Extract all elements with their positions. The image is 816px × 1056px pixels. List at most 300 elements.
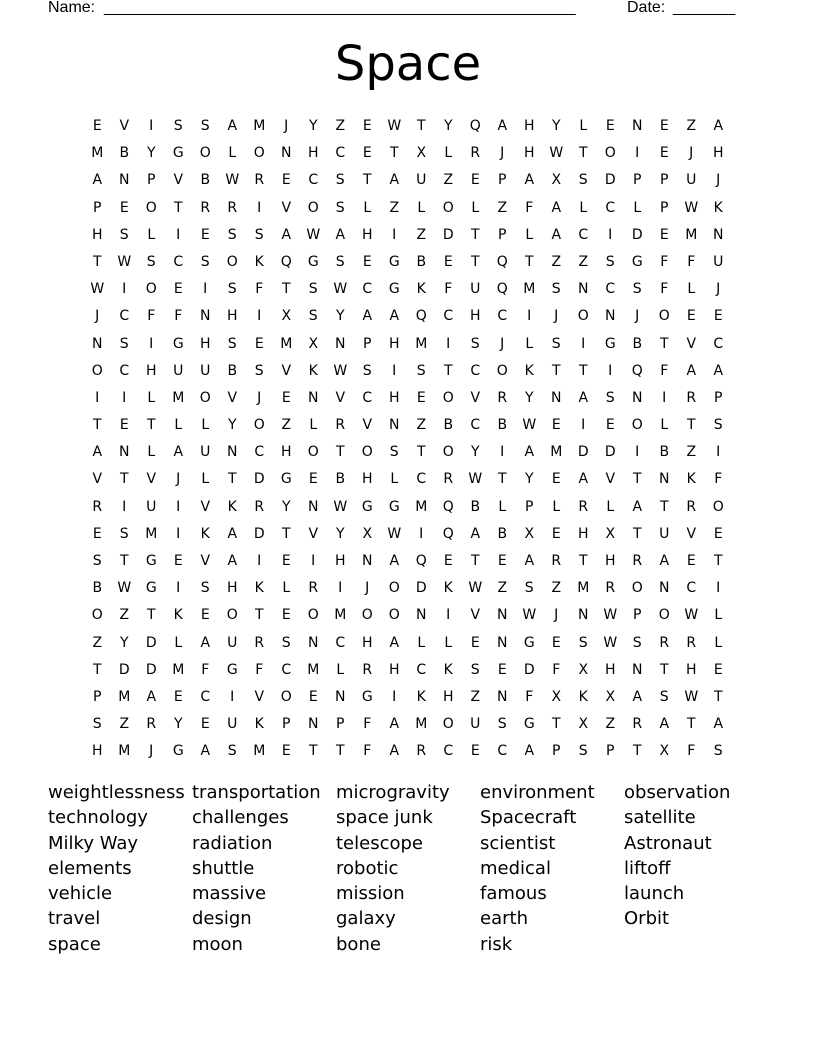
grid-letter: M: [118, 688, 131, 705]
grid-letter: E: [686, 553, 697, 569]
grid-letter: P: [147, 172, 156, 189]
grid-letter: K: [227, 498, 238, 515]
grid-letter: E: [443, 253, 454, 270]
word-list-item: massive: [192, 883, 267, 905]
grid-letter: H: [604, 661, 617, 678]
grid-letter: J: [635, 308, 640, 325]
grid-letter: G: [388, 253, 401, 270]
grid-letter: I: [257, 308, 262, 325]
grid-letter: E: [713, 661, 724, 678]
grid-letter: Z: [470, 688, 481, 705]
grid-letter: Z: [605, 716, 616, 733]
grid-letter: V: [146, 471, 157, 488]
grid-letter: O: [199, 389, 212, 406]
grid-letter: I: [176, 580, 181, 597]
grid-letter: I: [392, 688, 397, 705]
grid-letter: V: [605, 471, 616, 488]
grid-letter: O: [631, 580, 644, 597]
grid-letter: M: [415, 335, 428, 352]
grid-letter: T: [416, 444, 427, 461]
grid-letter: B: [92, 580, 103, 597]
grid-letter: I: [230, 688, 235, 705]
grid-letter: E: [686, 308, 697, 325]
grid-letter: T: [92, 253, 103, 270]
grid-letter: S: [335, 172, 346, 189]
grid-letter: A: [470, 525, 481, 542]
grid-letter: H: [577, 525, 590, 542]
grid-letter: I: [392, 362, 397, 379]
grid-letter: T: [227, 471, 238, 488]
grid-letter: C: [443, 743, 454, 760]
grid-letter: Y: [443, 118, 454, 134]
grid-letter: O: [631, 417, 644, 434]
grid-letter: N: [497, 688, 508, 705]
grid-letter: I: [608, 226, 613, 243]
grid-letter: H: [604, 553, 617, 569]
grid-letter: A: [659, 716, 670, 733]
grid-letter: S: [227, 226, 238, 243]
grid-letter: E: [470, 172, 481, 189]
grid-letter: T: [578, 362, 589, 379]
grid-letter: C: [578, 226, 589, 243]
grid-letter: L: [336, 661, 345, 678]
grid-letter: J: [716, 281, 721, 298]
grid-letter: R: [578, 498, 589, 515]
grid-letter: R: [497, 389, 508, 406]
grid-letter: C: [200, 688, 211, 705]
grid-letter: E: [281, 743, 292, 760]
grid-letter: S: [173, 118, 184, 134]
grid-letter: I: [581, 335, 586, 352]
grid-letter: T: [497, 471, 508, 488]
grid-letter: T: [632, 525, 643, 542]
word-column: [480, 780, 624, 957]
grid-letter: I: [500, 444, 505, 461]
grid-letter: E: [659, 145, 670, 162]
grid-letter: S: [578, 743, 589, 760]
grid-letter: K: [524, 362, 535, 379]
grid-letter: A: [713, 362, 724, 379]
grid-letter: T: [389, 145, 400, 162]
grid-letter: P: [714, 389, 723, 406]
grid-letter: L: [687, 281, 696, 298]
grid-letter: T: [92, 417, 103, 434]
grid-letter: E: [281, 607, 292, 624]
grid-letter: K: [713, 199, 724, 216]
grid-letter: O: [91, 362, 104, 379]
grid-letter: S: [200, 580, 211, 597]
grid-letter: X: [416, 145, 427, 162]
grid-letter: A: [659, 553, 670, 569]
grid-letter: Z: [551, 253, 562, 270]
grid-letter: O: [388, 580, 401, 597]
grid-letter: U: [713, 253, 724, 270]
grid-letter: V: [200, 553, 211, 569]
grid-letter: T: [335, 743, 346, 760]
grid-letter: Y: [173, 716, 184, 733]
grid-letter: W: [387, 118, 402, 134]
grid-letter: V: [281, 199, 292, 216]
word-list-item: microgravity: [336, 782, 450, 803]
grid-letter: F: [444, 281, 453, 298]
grid-letter: O: [442, 716, 455, 733]
grid-letter: J: [176, 471, 181, 488]
grid-letter: W: [603, 634, 618, 651]
word-list-item: Spacecraft: [480, 807, 577, 829]
grid-letter: J: [500, 145, 505, 162]
grid-letter: T: [119, 471, 130, 488]
grid-letter: H: [334, 553, 347, 569]
grid-letter: I: [149, 335, 154, 352]
grid-letter: N: [335, 688, 346, 705]
grid-letter: A: [551, 226, 562, 243]
grid-letter: O: [442, 199, 455, 216]
grid-letter: H: [361, 226, 374, 243]
word-list-item: travel: [48, 908, 101, 930]
word-list-item: liftoff: [624, 857, 671, 879]
grid-letter: P: [363, 335, 372, 352]
grid-letter: J: [365, 580, 370, 597]
grid-letter: A: [389, 716, 400, 733]
grid-letter: R: [470, 145, 481, 162]
grid-letter: G: [172, 743, 185, 760]
grid-letter: W: [306, 226, 321, 243]
grid-letter: S: [335, 199, 346, 216]
grid-letter: W: [603, 607, 618, 624]
grid-letter: L: [525, 335, 534, 352]
grid-letter: N: [497, 607, 508, 624]
grid-letter: F: [201, 661, 210, 678]
grid-letter: V: [254, 688, 265, 705]
grid-letter: O: [253, 145, 266, 162]
grid-letter: L: [147, 389, 156, 406]
grid-row: [84, 331, 732, 358]
grid-letter: L: [444, 634, 453, 651]
word-list-item: vehicle: [48, 883, 113, 905]
grid-letter: V: [470, 607, 481, 624]
grid-letter: N: [632, 118, 643, 134]
grid-letter: Y: [524, 389, 535, 406]
grid-letter: E: [362, 253, 373, 270]
grid-letter: F: [687, 253, 696, 270]
grid-letter: A: [578, 389, 589, 406]
grid-letter: W: [468, 580, 483, 597]
grid-letter: S: [119, 335, 130, 352]
name-field: _____________________________________________________: [104, 0, 576, 16]
grid-letter: G: [604, 335, 617, 352]
grid-letter: Z: [416, 226, 427, 243]
grid-letter: W: [117, 253, 132, 270]
grid-letter: A: [524, 444, 535, 461]
grid-letter: C: [173, 253, 184, 270]
grid-letter: R: [362, 661, 373, 678]
grid-letter: O: [280, 688, 293, 705]
grid-letter: E: [443, 553, 454, 569]
grid-letter: K: [200, 525, 211, 542]
grid-letter: P: [525, 498, 534, 515]
grid-letter: E: [119, 199, 130, 216]
grid-letter: L: [579, 199, 588, 216]
grid-letter: I: [716, 444, 721, 461]
grid-row: [84, 684, 732, 711]
grid-letter: I: [446, 335, 451, 352]
grid-letter: H: [523, 118, 536, 134]
grid-letter: G: [145, 553, 158, 569]
grid-letter: O: [388, 607, 401, 624]
grid-letter: O: [658, 308, 671, 325]
grid-letter: S: [227, 335, 238, 352]
grid-letter: C: [362, 281, 373, 298]
grid-letter: U: [227, 716, 238, 733]
grid-letter: F: [363, 743, 372, 760]
grid-letter: B: [632, 335, 643, 352]
word-column: [48, 780, 192, 957]
grid-letter: L: [147, 444, 156, 461]
grid-letter: H: [388, 661, 401, 678]
grid-letter: D: [631, 226, 644, 243]
grid-letter: O: [496, 362, 509, 379]
grid-letter: B: [470, 498, 481, 515]
grid-letter: T: [632, 743, 643, 760]
grid-letter: M: [280, 335, 293, 352]
grid-letter: J: [689, 145, 694, 162]
grid-letter: E: [308, 471, 319, 488]
grid-letter: U: [470, 716, 481, 733]
grid-letter: Z: [578, 253, 589, 270]
word-list-item: robotic: [336, 857, 399, 879]
name-label: Name:: [48, 0, 96, 16]
grid-letter: A: [281, 226, 292, 243]
word-list-item: telescope: [336, 832, 423, 854]
word-list-item: space junk: [336, 807, 433, 829]
grid-letter: C: [605, 281, 616, 298]
grid-letter: R: [200, 199, 211, 216]
grid-letter: N: [632, 389, 643, 406]
grid-letter: H: [523, 145, 536, 162]
grid-letter: D: [145, 661, 158, 678]
grid-letter: B: [659, 444, 670, 461]
grid-letter: P: [498, 172, 507, 189]
grid-letter: C: [308, 172, 319, 189]
grid-letter: S: [605, 389, 616, 406]
grid-letter: Z: [686, 118, 697, 134]
grid-row: [84, 167, 732, 194]
grid-letter: Y: [281, 498, 292, 515]
grid-letter: I: [581, 417, 586, 434]
grid-letter: C: [416, 661, 427, 678]
grid-letter: W: [522, 417, 537, 434]
grid-letter: M: [685, 226, 698, 243]
grid-letter: Z: [119, 607, 130, 624]
grid-letter: T: [470, 253, 481, 270]
grid-letter: N: [578, 607, 589, 624]
grid-letter: M: [91, 145, 104, 162]
grid-letter: O: [361, 444, 374, 461]
grid-row: [84, 140, 732, 167]
grid-letter: G: [172, 145, 185, 162]
grid-letter: V: [92, 471, 103, 488]
grid-letter: I: [635, 444, 640, 461]
grid-letter: T: [308, 743, 319, 760]
grid-letter: T: [524, 253, 535, 270]
grid-letter: G: [631, 253, 644, 270]
grid-letter: H: [361, 634, 374, 651]
grid-letter: I: [338, 580, 343, 597]
grid-letter: O: [361, 607, 374, 624]
grid-letter: N: [659, 580, 670, 597]
grid-letter: Y: [470, 444, 481, 461]
grid-letter: M: [172, 661, 185, 678]
grid-letter: S: [578, 634, 589, 651]
grid-letter: A: [713, 716, 724, 733]
grid-letter: J: [500, 335, 505, 352]
grid-letter: I: [149, 118, 154, 134]
grid-letter: Y: [335, 308, 346, 325]
grid-letter: M: [145, 525, 158, 542]
grid-letter: W: [684, 607, 699, 624]
grid-letter: J: [257, 389, 262, 406]
grid-letter: N: [497, 634, 508, 651]
grid-letter: O: [307, 444, 320, 461]
grid-letter: K: [254, 716, 265, 733]
grid-letter: W: [225, 172, 240, 189]
grid-letter: X: [362, 525, 373, 542]
word-list-item: challenges: [192, 807, 289, 829]
grid-letter: L: [498, 498, 507, 515]
grid-letter: A: [524, 172, 535, 189]
grid-letter: S: [659, 688, 670, 705]
grid-letter: Y: [335, 525, 346, 542]
grid-letter: H: [388, 335, 401, 352]
grid-letter: J: [149, 743, 154, 760]
grid-letter: E: [362, 145, 373, 162]
grid-row: [84, 711, 732, 738]
grid-letter: I: [716, 580, 721, 597]
grid-letter: I: [203, 281, 208, 298]
grid-letter: S: [227, 281, 238, 298]
grid-letter: Z: [686, 444, 697, 461]
grid-letter: X: [524, 525, 535, 542]
grid-letter: S: [389, 444, 400, 461]
grid-letter: E: [497, 661, 508, 678]
grid-letter: M: [334, 607, 347, 624]
grid-letter: F: [660, 253, 669, 270]
grid-letter: T: [578, 553, 589, 569]
grid-letter: F: [525, 199, 534, 216]
grid-letter: F: [255, 281, 264, 298]
word-list-item: shuttle: [192, 857, 255, 879]
grid-letter: E: [551, 525, 562, 542]
page-title: Space: [334, 36, 482, 92]
grid-letter: A: [497, 118, 508, 134]
grid-letter: W: [90, 281, 105, 298]
grid-letter: N: [659, 471, 670, 488]
grid-letter: G: [307, 253, 320, 270]
grid-letter: L: [417, 634, 426, 651]
grid-letter: T: [146, 607, 157, 624]
grid-letter: Q: [442, 525, 455, 542]
grid-letter: T: [470, 226, 481, 243]
grid-letter: S: [335, 253, 346, 270]
grid-row: [84, 602, 732, 629]
grid-letter: R: [443, 471, 454, 488]
grid-letter: S: [632, 634, 643, 651]
grid-letter: K: [443, 580, 454, 597]
word-list-item: elements: [48, 857, 132, 879]
grid-letter: B: [227, 362, 238, 379]
grid-letter: M: [307, 661, 320, 678]
grid-letter: M: [118, 743, 131, 760]
grid-letter: P: [93, 199, 102, 216]
grid-letter: T: [551, 716, 562, 733]
grid-letter: K: [686, 471, 697, 488]
date-field: _______: [673, 0, 736, 16]
grid-letter: A: [524, 743, 535, 760]
grid-letter: V: [335, 389, 346, 406]
grid-letter: Q: [469, 118, 482, 134]
grid-letter: K: [254, 253, 265, 270]
grid-letter: I: [176, 226, 181, 243]
grid-letter: T: [416, 118, 427, 134]
grid-letter: I: [257, 199, 262, 216]
grid-letter: E: [470, 743, 481, 760]
grid-letter: W: [387, 525, 402, 542]
grid-letter: A: [200, 634, 211, 651]
grid-letter: C: [119, 362, 130, 379]
grid-letter: S: [713, 417, 724, 434]
grid-letter: S: [605, 253, 616, 270]
grid-letter: M: [415, 716, 428, 733]
grid-letter: G: [226, 661, 239, 678]
grid-letter: X: [551, 688, 562, 705]
grid-letter: T: [659, 498, 670, 515]
grid-letter: S: [497, 716, 508, 733]
grid-letter: R: [335, 417, 346, 434]
grid-row: [84, 575, 732, 602]
grid-letter: L: [552, 498, 561, 515]
grid-letter: A: [362, 308, 373, 325]
grid-letter: U: [659, 525, 670, 542]
word-list-item: transportation: [192, 782, 321, 803]
grid-letter: M: [550, 444, 563, 461]
word-list-item: Milky Way: [48, 832, 139, 854]
grid-letter: I: [122, 281, 127, 298]
grid-letter: V: [227, 389, 238, 406]
grid-letter: A: [389, 553, 400, 569]
grid-letter: S: [551, 281, 562, 298]
grid-letter: L: [471, 199, 480, 216]
grid-letter: S: [119, 525, 130, 542]
grid-letter: Z: [389, 199, 400, 216]
grid-letter: S: [470, 661, 481, 678]
grid-letter: W: [684, 688, 699, 705]
grid-letter: P: [336, 716, 345, 733]
grid-letter: C: [362, 389, 373, 406]
grid-letter: L: [390, 471, 399, 488]
grid-letter: K: [578, 688, 589, 705]
grid-letter: T: [443, 362, 454, 379]
grid-letter: E: [200, 226, 211, 243]
grid-letter: G: [388, 498, 401, 515]
grid-letter: E: [119, 417, 130, 434]
grid-letter: A: [173, 444, 184, 461]
grid-letter: R: [254, 498, 265, 515]
grid-letter: Q: [442, 498, 455, 515]
grid-letter: R: [551, 553, 562, 569]
grid-letter: O: [658, 607, 671, 624]
grid-letter: B: [119, 145, 130, 162]
grid-letter: S: [416, 362, 427, 379]
